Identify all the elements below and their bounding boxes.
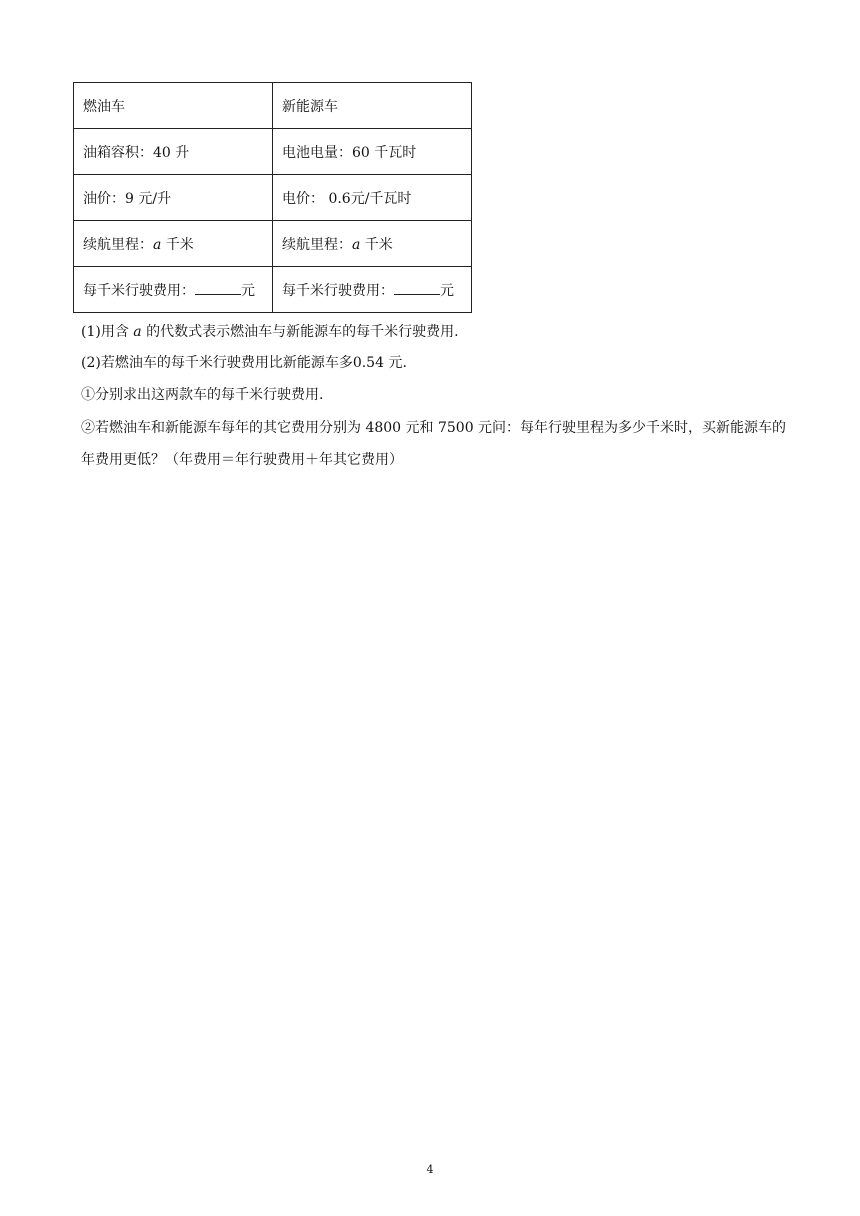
- cost-unit: 元: [241, 282, 255, 299]
- table-row: [74, 221, 472, 267]
- cost-label: 每千米行驶费用：: [83, 282, 195, 299]
- table-row: [74, 175, 472, 221]
- answer-blank: [394, 282, 440, 295]
- range-label: 续航里程：: [282, 236, 352, 253]
- question-1-suffix: 的代数式表示燃油车与新能源车的每千米行驶费用.: [141, 324, 459, 340]
- new-energy-car-cost-per-km: [273, 267, 472, 313]
- question-2-part-2: ②若燃油车和新能源车每年的其它费用分别为 4800 元和 7500 元问：每年行驶里程为多少千米时，买新能源车的年费用更低？（年费用＝年行驶费用＋年其它费用）: [81, 420, 787, 468]
- fuel-car-cost-per-km: [74, 267, 273, 313]
- new-energy-car-range: [273, 221, 472, 267]
- electricity-price: 电价： 0.6元/千瓦时: [273, 175, 472, 221]
- range-variable: a: [153, 236, 162, 253]
- range-label: 续航里程：: [83, 236, 153, 253]
- battery-capacity: 电池电量：60 千瓦时: [273, 129, 472, 175]
- page-number: 4: [426, 1163, 434, 1176]
- answer-blank: [195, 282, 241, 295]
- table-row: [74, 267, 472, 313]
- question-1-prefix: (1)用含: [81, 324, 134, 340]
- question-2-part-1: ①分别求出这两款车的每千米行驶费用.: [81, 387, 324, 403]
- comparison-table: [73, 82, 472, 313]
- table-row: [74, 129, 472, 175]
- table-header-row: [74, 83, 472, 129]
- range-variable: a: [352, 236, 361, 253]
- range-unit: 千米: [360, 236, 393, 253]
- question-1: [81, 322, 459, 342]
- cost-unit: 元: [440, 282, 454, 299]
- fuel-price: 油价：9 元/升: [74, 175, 273, 221]
- header-fuel-car: 燃油车: [74, 83, 273, 129]
- fuel-car-range: [74, 221, 273, 267]
- cost-label: 每千米行驶费用：: [282, 282, 394, 299]
- header-new-energy-car: 新能源车: [273, 83, 472, 129]
- range-unit: 千米: [161, 236, 194, 253]
- fuel-tank-capacity: 油箱容积：40 升: [74, 129, 273, 175]
- question-2: (2)若燃油车的每千米行驶费用比新能源车多0.54 元.: [81, 355, 407, 371]
- question-1-variable: a: [133, 324, 142, 340]
